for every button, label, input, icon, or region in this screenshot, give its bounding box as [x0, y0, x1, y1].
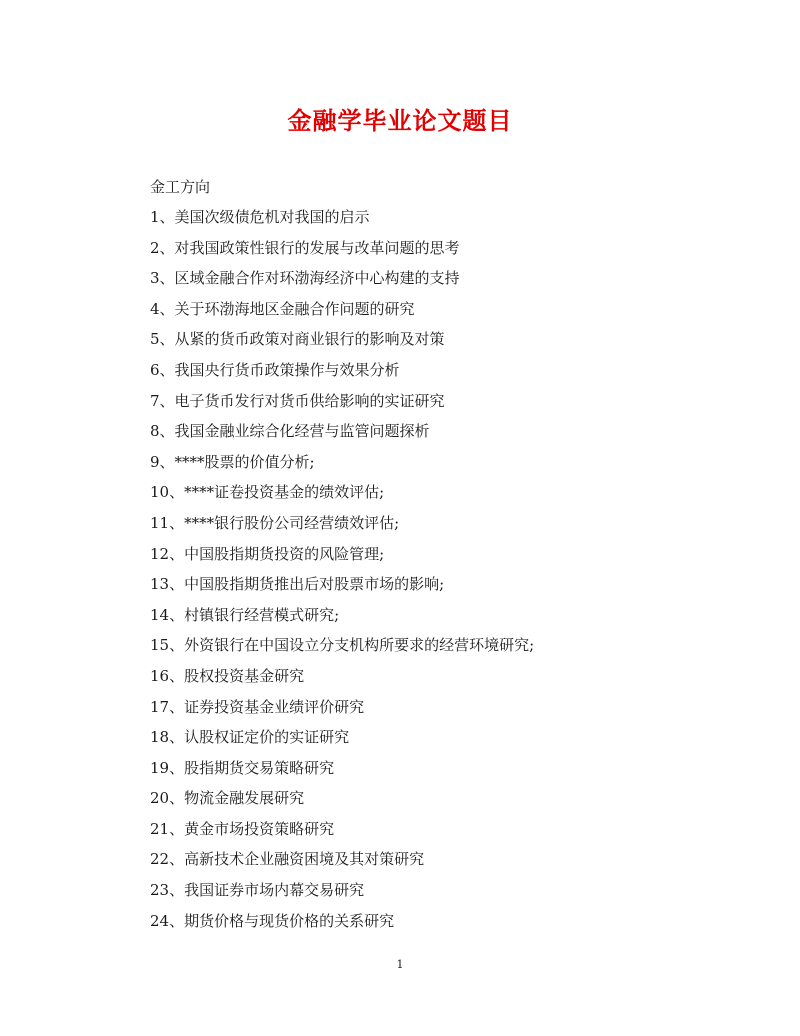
list-item: 7、电子货币发行对货币供给影响的实证研究 — [150, 391, 445, 410]
list-item: 1、美国次级债危机对我国的启示 — [150, 208, 370, 226]
list-item: 14、村镇银行经营模式研究; — [150, 605, 340, 624]
list-item: 15、外资银行在中国设立分支机构所要求的经营环境研究; — [150, 636, 535, 655]
list-item: 11、****银行股份公司经营绩效评估; — [150, 513, 400, 532]
page-number: 1 — [396, 958, 404, 971]
list-item: 18、认股权证定价的实证研究 — [150, 728, 350, 747]
list-item: 24、期货价格与现货价格的关系研究 — [150, 911, 395, 930]
topic-list — [150, 207, 534, 941]
list-item: 5、从紧的货币政策对商业银行的影响及对策 — [150, 330, 445, 349]
list-item: 13、中国股指期货推出后对股票市场的影响; — [150, 575, 445, 594]
list-item: 2、对我国政策性银行的发展与改革问题的思考 — [150, 238, 460, 257]
list-item: 17、证券投资基金业绩评价研究 — [150, 697, 365, 716]
list-item: 6、我国央行货币政策操作与效果分析 — [150, 360, 400, 379]
list-item: 23、我国证券市场内幕交易研究 — [150, 881, 365, 900]
list-item: 10、****证卷投资基金的绩效评估; — [150, 483, 385, 502]
list-item: 22、高新技术企业融资困境及其对策研究 — [150, 850, 425, 869]
list-item: 4、关于环渤海地区金融合作问题的研究 — [150, 299, 415, 318]
list-item: 16、股权投资基金研究 — [150, 666, 305, 685]
section-heading: 金工方向 — [150, 178, 211, 196]
list-item: 21、黄金市场投资策略研究 — [150, 819, 335, 838]
list-item: 19、股指期货交易策略研究 — [150, 758, 335, 777]
list-item: 3、区域金融合作对环渤海经济中心构建的支持 — [150, 269, 460, 288]
list-item: 12、中国股指期货投资的风险管理; — [150, 544, 385, 563]
list-item: 9、****股票的价值分析; — [150, 452, 315, 471]
document-title: 金融学毕业论文题目 — [287, 106, 513, 135]
list-item: 20、物流金融发展研究 — [150, 789, 305, 808]
list-item: 8、我国金融业综合化经营与监管问题探析 — [150, 422, 430, 441]
